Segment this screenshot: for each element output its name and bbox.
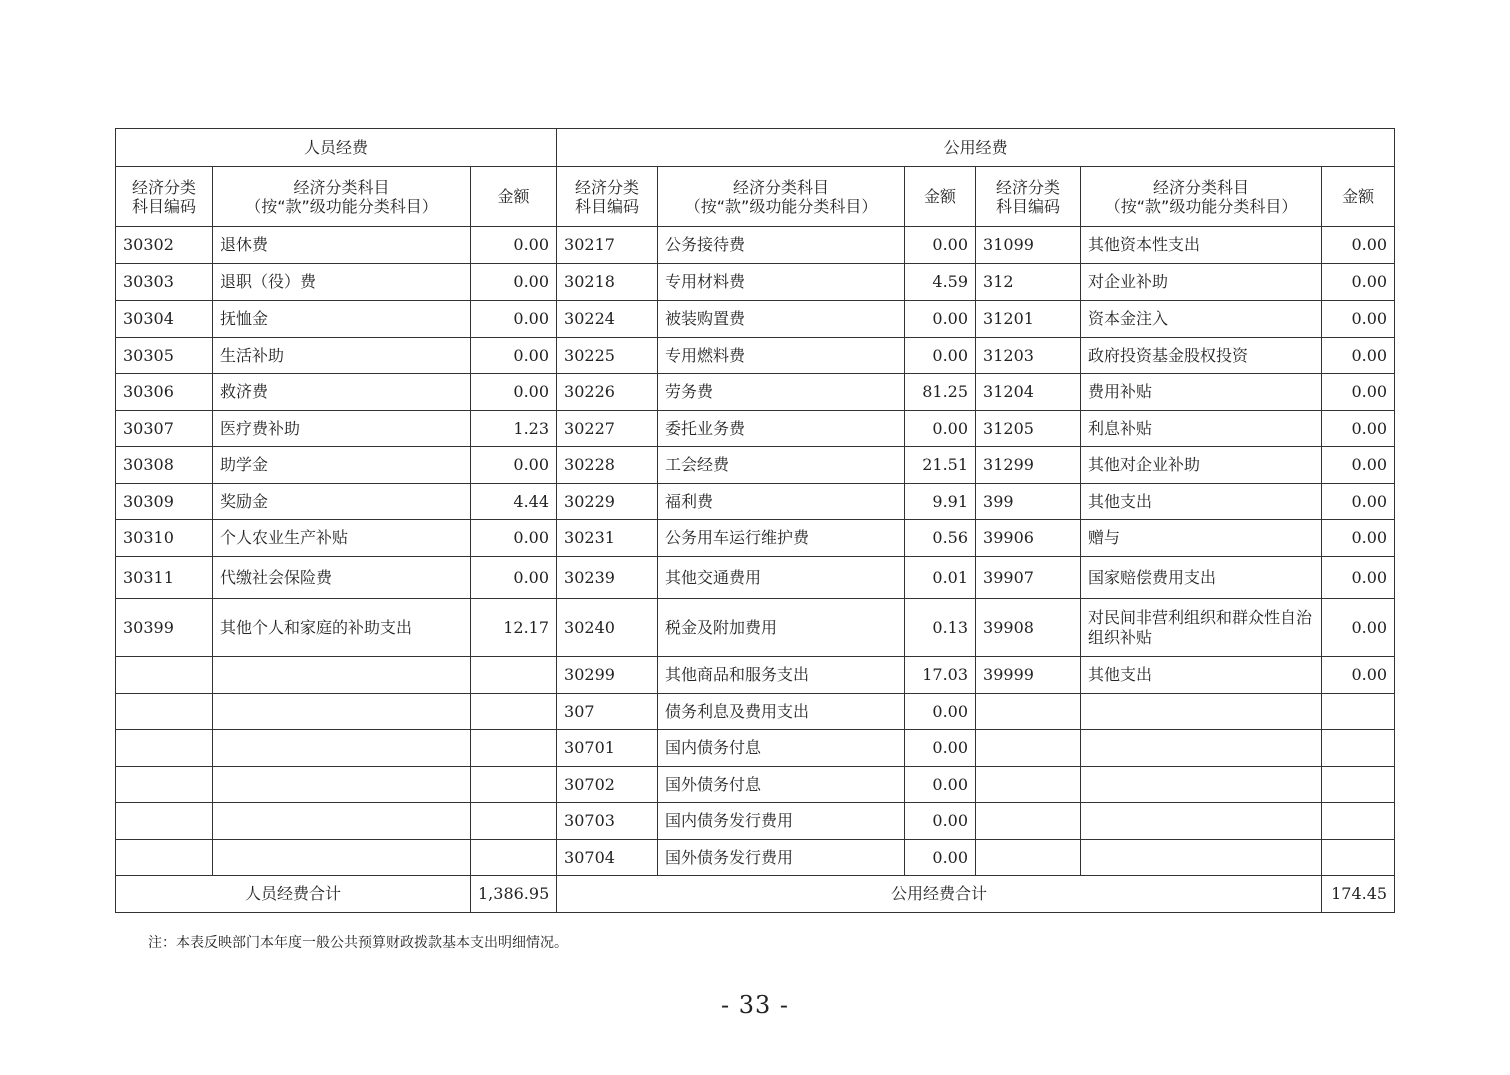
public-subject: 国外债务发行费用 [658, 840, 905, 876]
public-amount: 0.00 [905, 803, 976, 840]
capital-amount: 0.00 [1322, 599, 1395, 657]
personnel-subject [213, 657, 471, 694]
public-header: 公用经费 [557, 129, 1395, 167]
public-amount: 4.59 [905, 264, 976, 301]
table-row [116, 840, 1395, 876]
capital-subject: 政府投资基金股权投资 [1081, 338, 1322, 374]
capital-amount: 0.00 [1322, 301, 1395, 338]
personnel-subject: 退职（役）费 [213, 264, 471, 301]
personnel-amount: 0.00 [471, 374, 557, 411]
public-code: 30226 [557, 374, 658, 411]
public-code: 30228 [557, 447, 658, 484]
personnel-amount: 12.17 [471, 599, 557, 657]
public-amount: 0.00 [905, 227, 976, 264]
personnel-code: 30399 [116, 599, 213, 657]
capital-subject: 资本金注入 [1081, 301, 1322, 338]
public-code: 30701 [557, 730, 658, 767]
public-amount: 0.00 [905, 840, 976, 876]
capital-amount: 0.00 [1322, 657, 1395, 694]
personnel-code: 30310 [116, 520, 213, 557]
personnel-code: 30308 [116, 447, 213, 484]
table-row [116, 374, 1395, 411]
capital-subject: 费用补贴 [1081, 374, 1322, 411]
capital-amount [1322, 840, 1395, 876]
personnel-code: 30304 [116, 301, 213, 338]
public-subject: 公务用车运行维护费 [658, 520, 905, 557]
capital-code: 31099 [976, 227, 1081, 264]
capital-code: 31205 [976, 411, 1081, 447]
personnel-amount: 0.00 [471, 301, 557, 338]
table-row [116, 264, 1395, 301]
personnel-total-value: 1,386.95 [471, 876, 557, 913]
personnel-amount: 0.00 [471, 264, 557, 301]
personnel-subject: 其他个人和家庭的补助支出 [213, 599, 471, 657]
capital-code [976, 803, 1081, 840]
personnel-code: 30303 [116, 264, 213, 301]
capital-code [976, 730, 1081, 767]
public-subject: 其他商品和服务支出 [658, 657, 905, 694]
public-subject: 税金及附加费用 [658, 599, 905, 657]
personnel-subject [213, 803, 471, 840]
capital-code: 31201 [976, 301, 1081, 338]
capital-amount: 0.00 [1322, 227, 1395, 264]
public-code: 30229 [557, 484, 658, 520]
capital-subject: 国家赔偿费用支出 [1081, 557, 1322, 599]
personnel-header: 人员经费 [116, 129, 557, 167]
capital-code: 39906 [976, 520, 1081, 557]
table-row [116, 520, 1395, 557]
amount-header: 金额 [471, 167, 557, 227]
personnel-amount: 0.00 [471, 447, 557, 484]
personnel-amount [471, 767, 557, 803]
capital-code: 39908 [976, 599, 1081, 657]
public-subject: 劳务费 [658, 374, 905, 411]
public-amount: 81.25 [905, 374, 976, 411]
public-amount: 0.56 [905, 520, 976, 557]
personnel-code [116, 803, 213, 840]
personnel-code: 30302 [116, 227, 213, 264]
capital-amount: 0.00 [1322, 557, 1395, 599]
public-amount: 21.51 [905, 447, 976, 484]
personnel-subject: 抚恤金 [213, 301, 471, 338]
capital-amount: 0.00 [1322, 374, 1395, 411]
personnel-code: 30306 [116, 374, 213, 411]
table-row [116, 657, 1395, 694]
personnel-code: 30311 [116, 557, 213, 599]
personnel-amount [471, 694, 557, 730]
personnel-code [116, 694, 213, 730]
personnel-amount: 0.00 [471, 520, 557, 557]
capital-subject: 其他支出 [1081, 484, 1322, 520]
budget-detail-table [115, 128, 1395, 913]
public-subject: 委托业务费 [658, 411, 905, 447]
public-amount: 0.00 [905, 694, 976, 730]
table-body [116, 227, 1395, 876]
capital-subject: 对民间非营利组织和群众性自治组织补贴 [1081, 599, 1322, 657]
capital-amount: 0.00 [1322, 264, 1395, 301]
personnel-subject: 生活补助 [213, 338, 471, 374]
personnel-subject [213, 730, 471, 767]
capital-code: 31203 [976, 338, 1081, 374]
personnel-code: 30307 [116, 411, 213, 447]
code-header: 经济分类 科目编码 [116, 167, 213, 227]
public-code: 30231 [557, 520, 658, 557]
subject-header: 经济分类科目 （按“款”级功能分类科目） [213, 167, 471, 227]
public-subject: 工会经费 [658, 447, 905, 484]
personnel-total-label: 人员经费合计 [116, 876, 471, 913]
public-code: 30218 [557, 264, 658, 301]
capital-subject: 赠与 [1081, 520, 1322, 557]
personnel-subject: 救济费 [213, 374, 471, 411]
capital-subject [1081, 694, 1322, 730]
table-row [116, 338, 1395, 374]
table-note: 注：本表反映部门本年度一般公共预算财政拨款基本支出明细情况。 [148, 935, 568, 951]
personnel-code [116, 767, 213, 803]
personnel-subject: 医疗费补助 [213, 411, 471, 447]
personnel-subject [213, 840, 471, 876]
table-row [116, 599, 1395, 657]
capital-amount: 0.00 [1322, 447, 1395, 484]
capital-subject: 其他资本性支出 [1081, 227, 1322, 264]
public-subject: 债务利息及费用支出 [658, 694, 905, 730]
personnel-code [116, 657, 213, 694]
totals-row [116, 876, 1395, 913]
table-row [116, 694, 1395, 730]
capital-amount [1322, 730, 1395, 767]
public-amount: 0.00 [905, 411, 976, 447]
personnel-amount [471, 803, 557, 840]
subject-header: 经济分类科目 （按“款”级功能分类科目） [658, 167, 905, 227]
table-row [116, 557, 1395, 599]
capital-code [976, 767, 1081, 803]
capital-code [976, 840, 1081, 876]
public-code: 30224 [557, 301, 658, 338]
public-amount: 0.00 [905, 767, 976, 803]
personnel-code [116, 840, 213, 876]
amount-header: 金额 [1322, 167, 1395, 227]
public-code: 30704 [557, 840, 658, 876]
public-amount: 9.91 [905, 484, 976, 520]
capital-subject [1081, 840, 1322, 876]
capital-subject: 其他对企业补助 [1081, 447, 1322, 484]
public-code: 307 [557, 694, 658, 730]
subject-header: 经济分类科目 （按“款”级功能分类科目） [1081, 167, 1322, 227]
personnel-amount: 4.44 [471, 484, 557, 520]
table-row [116, 411, 1395, 447]
personnel-code [116, 730, 213, 767]
public-subject: 福利费 [658, 484, 905, 520]
capital-amount: 0.00 [1322, 484, 1395, 520]
personnel-amount: 0.00 [471, 227, 557, 264]
amount-header: 金额 [905, 167, 976, 227]
capital-amount: 0.00 [1322, 411, 1395, 447]
personnel-subject: 个人农业生产补贴 [213, 520, 471, 557]
table-row [116, 803, 1395, 840]
capital-amount [1322, 767, 1395, 803]
personnel-amount [471, 840, 557, 876]
personnel-code: 30305 [116, 338, 213, 374]
page-number: - 33 - [720, 991, 789, 1019]
table-row [116, 484, 1395, 520]
capital-subject: 其他支出 [1081, 657, 1322, 694]
capital-code: 399 [976, 484, 1081, 520]
public-subject: 国内债务发行费用 [658, 803, 905, 840]
personnel-amount: 0.00 [471, 557, 557, 599]
capital-code: 39907 [976, 557, 1081, 599]
table-row [116, 227, 1395, 264]
table-row [116, 301, 1395, 338]
capital-subject: 对企业补助 [1081, 264, 1322, 301]
personnel-subject: 代缴社会保险费 [213, 557, 471, 599]
public-amount: 17.03 [905, 657, 976, 694]
code-header: 经济分类 科目编码 [976, 167, 1081, 227]
capital-amount: 0.00 [1322, 338, 1395, 374]
public-code: 30225 [557, 338, 658, 374]
public-code: 30239 [557, 557, 658, 599]
capital-code [976, 694, 1081, 730]
personnel-subject: 奖励金 [213, 484, 471, 520]
capital-code: 312 [976, 264, 1081, 301]
public-amount: 0.00 [905, 730, 976, 767]
table-row [116, 730, 1395, 767]
capital-amount [1322, 694, 1395, 730]
public-subject: 国外债务付息 [658, 767, 905, 803]
public-subject: 其他交通费用 [658, 557, 905, 599]
public-code: 30702 [557, 767, 658, 803]
public-amount: 0.00 [905, 338, 976, 374]
capital-subject: 利息补贴 [1081, 411, 1322, 447]
personnel-subject [213, 767, 471, 803]
public-subject: 专用材料费 [658, 264, 905, 301]
personnel-subject: 助学金 [213, 447, 471, 484]
public-code: 30227 [557, 411, 658, 447]
personnel-subject: 退休费 [213, 227, 471, 264]
capital-code: 31204 [976, 374, 1081, 411]
public-amount: 0.00 [905, 301, 976, 338]
capital-code: 31299 [976, 447, 1081, 484]
capital-subject [1081, 767, 1322, 803]
personnel-amount: 1.23 [471, 411, 557, 447]
table-row [116, 767, 1395, 803]
personnel-amount: 0.00 [471, 338, 557, 374]
public-code: 30703 [557, 803, 658, 840]
capital-subject [1081, 730, 1322, 767]
public-total-label: 公用经费合计 [557, 876, 1322, 913]
public-total-value: 174.45 [1322, 876, 1395, 913]
public-subject: 专用燃料费 [658, 338, 905, 374]
public-subject: 被装购置费 [658, 301, 905, 338]
personnel-amount [471, 657, 557, 694]
table-row [116, 447, 1395, 484]
capital-code: 39999 [976, 657, 1081, 694]
public-amount: 0.01 [905, 557, 976, 599]
personnel-subject [213, 694, 471, 730]
group-header-row [116, 129, 1395, 167]
capital-subject [1081, 803, 1322, 840]
public-amount: 0.13 [905, 599, 976, 657]
public-code: 30299 [557, 657, 658, 694]
code-header: 经济分类 科目编码 [557, 167, 658, 227]
personnel-amount [471, 730, 557, 767]
capital-amount [1322, 803, 1395, 840]
public-subject: 国内债务付息 [658, 730, 905, 767]
public-subject: 公务接待费 [658, 227, 905, 264]
personnel-code: 30309 [116, 484, 213, 520]
capital-amount: 0.00 [1322, 520, 1395, 557]
public-code: 30240 [557, 599, 658, 657]
column-header-row [116, 167, 1395, 227]
public-code: 30217 [557, 227, 658, 264]
